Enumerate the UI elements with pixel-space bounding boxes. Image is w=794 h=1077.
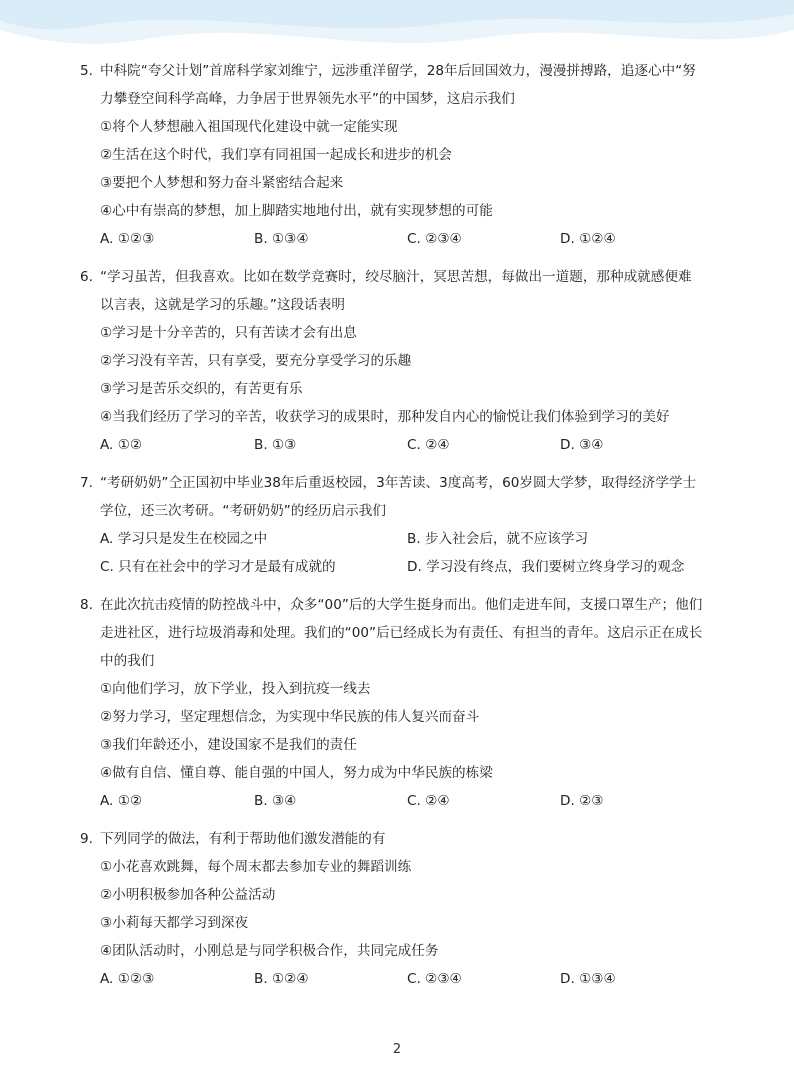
statement-item: ②生活在这个时代，我们享有同祖国一起成长和进步的机会 [100, 147, 453, 163]
statement-item: ①向他们学习，放下学业，投入到抗疫一线去 [100, 681, 371, 697]
choice-c: C. ②③④ [407, 231, 462, 247]
choice-b: B. 步入社会后，就不应该学习 [407, 531, 589, 547]
choice-d: D. ①③④ [560, 971, 616, 987]
question-stem: 中的我们 [100, 653, 155, 669]
choice-c: C. 只有在社会中的学习才是最有成就的 [100, 559, 336, 575]
question-stem: 在此次抗击疫情的防控战斗中，众多“00”后的大学生挺身而出。他们走进车间，支援口罩生产；他们 [100, 597, 703, 613]
choice-d: D. ③④ [560, 437, 604, 453]
choice-b: B. ①③ [254, 437, 297, 453]
statement-item: ③我们年龄还小，建设国家不是我们的责任 [100, 737, 357, 753]
choice-c: C. ②④ [407, 793, 450, 809]
question-stem: “考研奶奶”仝正国初中毕业38年后重返校园，3年苦读、3度高考，60岁圆大学梦，取得经济学学士 [100, 475, 697, 491]
question-number: 5. [80, 63, 93, 79]
question-stem: 力攀登空间科学高峰，力争居于世界领先水平”的中国梦，这启示我们 [100, 91, 515, 107]
question-stem: 中科院“夸父计划”首席科学家刘维宁，远涉重洋留学，28年后回国效力，漫漫拼搏路，追逐心中“努 [100, 63, 696, 79]
choice-c: C. ②④ [407, 437, 450, 453]
statement-item: ②小明积极参加各种公益活动 [100, 887, 276, 903]
choice-a: A. ①② [100, 437, 143, 453]
statement-item: ②学习没有辛苦，只有享受，要充分享受学习的乐趣 [100, 353, 412, 369]
statement-item: ④做有自信、懂自尊、能自强的中国人，努力成为中华民族的栋梁 [100, 765, 493, 781]
statement-item: ③小莉每天都学习到深夜 [100, 915, 249, 931]
statement-item: ①学习是十分辛苦的，只有苦读才会有出息 [100, 325, 357, 341]
statement-item: ④当我们经历了学习的辛苦，收获学习的成果时，那种发自内心的愉悦让我们体验到学习的美好 [100, 409, 670, 425]
choice-d: D. ①②④ [560, 231, 616, 247]
statement-item: ①小花喜欢跳舞，每个周末都去参加专业的舞蹈训练 [100, 859, 412, 875]
choice-b: B. ①②④ [254, 971, 309, 987]
choice-b: B. ①③④ [254, 231, 309, 247]
choice-a: A. 学习只是发生在校园之中 [100, 531, 268, 547]
choice-a: A. ①②③ [100, 971, 155, 987]
statement-item: ③学习是苦乐交织的，有苦更有乐 [100, 381, 303, 397]
statement-item: ④团队活动时，小刚总是与同学积极合作，共同完成任务 [100, 943, 439, 959]
choice-a: A. ①② [100, 793, 143, 809]
choice-d: D. ②③ [560, 793, 604, 809]
question-number: 6. [80, 269, 93, 285]
statement-item: ①将个人梦想融入祖国现代化建设中就一定能实现 [100, 119, 398, 135]
statement-item: ③要把个人梦想和努力奋斗紧密结合起来 [100, 175, 344, 191]
page-number: 2 [392, 1042, 402, 1057]
statement-item: ④心中有崇高的梦想，加上脚踏实地地付出，就有实现梦想的可能 [100, 203, 493, 219]
question-stem: 走进社区，进行垃圾消毒和处理。我们的“00”后已经成长为有责任、有担当的青年。这启示正在成长 [100, 625, 703, 641]
question-stem: 学位，还三次考研。“考研奶奶”的经历启示我们 [100, 503, 386, 519]
question-stem: 以言表，这就是学习的乐趣。”这段话表明 [100, 297, 345, 313]
statement-item: ②努力学习，坚定理想信念，为实现中华民族的伟人复兴而奋斗 [100, 709, 480, 725]
choice-a: A. ①②③ [100, 231, 155, 247]
question-number: 8. [80, 597, 93, 613]
choice-b: B. ③④ [254, 793, 297, 809]
choice-d: D. 学习没有终点，我们要树立终身学习的观念 [407, 559, 685, 575]
question-number: 9. [80, 831, 93, 847]
question-stem: “学习虽苦，但我喜欢。比如在数学竞赛时，绞尽脑汁，冥思苦想，每做出一道题，那种成就感便难 [100, 269, 692, 285]
question-stem: 下列同学的做法，有利于帮助他们激发潜能的有 [100, 831, 386, 847]
choice-c: C. ②③④ [407, 971, 462, 987]
question-number: 7. [80, 475, 93, 491]
